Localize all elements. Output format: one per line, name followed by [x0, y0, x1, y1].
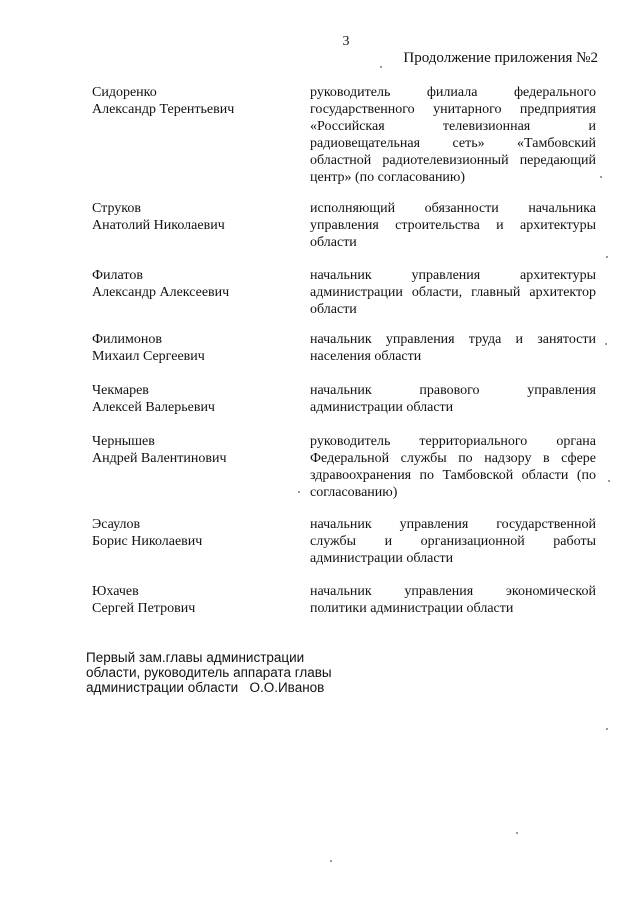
person-position: руководитель филиала федерального государственного унитарного предприятия «Российская телевизионная и радиовещательная сеть» «Тамбовский областной радиотелевизионный передающий центр» (по согласованию) [310, 85, 596, 185]
person-surname: Юхачев [92, 584, 139, 599]
person-surname: Филатов [92, 268, 143, 283]
signature-line: области, руководитель аппарата главы [86, 665, 332, 680]
signature-line: Первый зам.главы администрации [86, 650, 305, 665]
scan-speck [608, 480, 610, 482]
person-name [92, 84, 292, 118]
person-position: руководитель территориального органа Федеральной службы по надзору в сфере здравоохранения по Тамбовской области (по согласованию) [310, 434, 596, 500]
scan-speck [330, 860, 332, 862]
person-name [92, 331, 292, 365]
scan-speck [600, 176, 602, 178]
signature-line: администрации области О.О.Иванов [86, 680, 325, 695]
person-given-name: Александр Терентьевич [92, 102, 235, 117]
person-given-name: Борис Николаевич [92, 534, 203, 549]
person-name [92, 267, 292, 301]
scan-speck [606, 256, 608, 258]
person-surname: Струков [92, 201, 141, 216]
person-position: начальник управления труда и занятости населения области [310, 332, 596, 364]
person-given-name: Анатолий Николаевич [92, 218, 225, 233]
person-surname: Чернышев [92, 434, 155, 449]
person-surname: Филимонов [92, 332, 162, 347]
person-surname: Сидоренко [92, 85, 157, 100]
person-given-name: Алексей Валерьевич [92, 400, 215, 415]
person-name [92, 200, 292, 234]
person-name [92, 382, 292, 416]
person-given-name: Михаил Сергеевич [92, 349, 205, 364]
person-surname: Эсаулов [92, 517, 141, 532]
person-name [92, 516, 292, 550]
page-number: 3 [342, 34, 350, 49]
signature-block [86, 650, 386, 695]
person-surname: Чекмарев [92, 383, 149, 398]
scan-speck [605, 343, 607, 345]
scan-speck [380, 66, 382, 68]
person-position: начальник управления архитектуры администрации области, главный архитектор области [310, 268, 596, 317]
person-name [92, 433, 292, 467]
scan-speck [516, 832, 518, 834]
scan-speck [606, 728, 608, 730]
header-note: Продолжение приложения №2 [403, 50, 598, 66]
person-position: начальник правового управления администрации области [310, 383, 596, 415]
person-given-name: Сергей Петрович [92, 601, 196, 616]
person-name [92, 583, 292, 617]
person-position: начальник управления государственной службы и организационной работы администрации области [310, 517, 596, 566]
person-given-name: Андрей Валентинович [92, 451, 227, 466]
scan-speck [298, 491, 300, 493]
person-given-name: Александр Алексеевич [92, 285, 230, 300]
person-position: исполняющий обязанности начальника управления строительства и архитектуры области [310, 201, 596, 250]
person-position: начальник управления экономической политики администрации области [310, 584, 596, 616]
